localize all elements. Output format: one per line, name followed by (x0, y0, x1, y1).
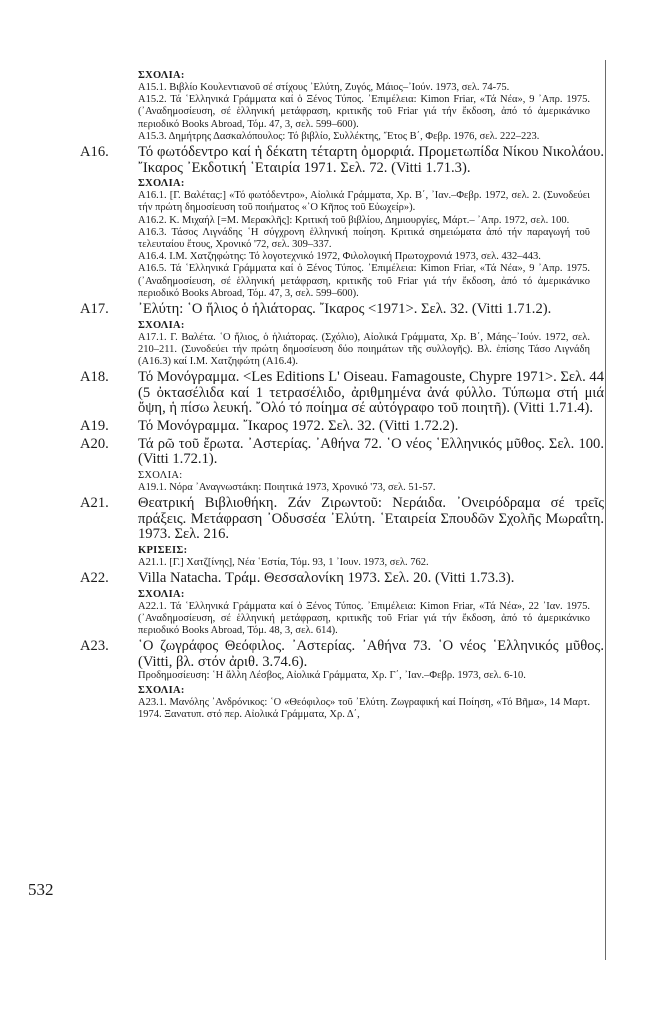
entry-text: Τό Μονόγραμμα. <Les Editions L' Oiseau. Famagouste, Chypre 1971>. Σελ. 44 (5 ὀκτασέλιδα καί 1 τετρασέλιδο, ἀριθμημένα ἀνά φύλλο. Τύπωμα στή μιά ὄψη, ἡ πίσω λευκή. ῎Ολό τό ποίημα σέ αὐτόγραφο τοῦ ποιητῆ). (Vitti 1.71.4). (138, 369, 604, 417)
entry-number: Α22. (80, 569, 109, 586)
entry-text: Θεατρική Βιβλιοθήκη. Ζάν Ζιρωντοῦ: Νεράιδα. ᾿Ονειρόδραμα σέ τρεῖς πράξεις. Μετάφραση ᾿Οδυσσέα ᾿Ελύτη. ῾Εταιρεία Σπουδῶν Σχολῆς Μωραΐτη. 1973. Σελ. 216. (138, 495, 604, 543)
prepublication-note: Προδημοσίευση: ῾Η ἄλλη Λέσβος, Αἰολικά Γράμματα, Χρ. Γ΄, ᾿Ιαν.–Φεβρ. 1973, σελ. 6-10. (138, 670, 526, 682)
notes-heading: ΣΧΟΛΙΑ: (138, 178, 185, 190)
entry-number: Α23. (80, 638, 109, 655)
notes-heading: ΚΡΙΣΕΙΣ: (138, 544, 188, 556)
bibliography-entry (80, 435, 604, 468)
note-item: Α15.1. Βιβλίο Κουλεντιανοῦ σέ στίχους ᾿Ελύτη, Ζυγός, Μάιος–᾿Ιούν. 1973, σελ. 74-75. (138, 82, 510, 93)
bibliography-entry (80, 495, 604, 543)
bibliography-entry (80, 418, 604, 435)
note-item: Α16.4. Ι.Μ. Χατζηφώτης: Τό λογοτεχνικό 1972, Φιλολογική Πρωτοχρονιά 1973, σελ. 432–443. (138, 251, 541, 263)
bibliography-entry (80, 569, 604, 587)
entry-number: Α20. (80, 435, 109, 452)
bibliography-entry (80, 369, 604, 417)
entry-number: Α21. (80, 495, 109, 511)
notes-heading: ΣΧΟΛΙΑ: (138, 684, 185, 696)
note-item: Α16.2. Κ. Μιχαήλ [=Μ. Μερακλῆς]: Κριτική τοῦ βιβλίου, Δημιουργίες, Μάρτ.– ᾿Απρ. 1972, σελ. 100. (138, 214, 570, 226)
note-item: Α16.3. Τάσος Λιγνάδης ῾Η σύγχρονη ἑλληνική ποίηση. Κριτικά σημειώματα ἀπό τήν παραγωγή τοῦ τελευταίου ἔτους, Χρονικό '72, σελ. 309–337. (138, 226, 590, 251)
bibliography-entry (80, 638, 604, 670)
entry-number: Α19. (80, 418, 109, 435)
entry-number: Α17. (80, 301, 109, 318)
note-item: Α16.5. Τά ῾Ελληνικά Γράμματα καί ὁ Ξένος Τύπος. ᾿Επιμέλεια: Kimon Friar, «Τά Νέα», 9 ᾿Απρ. 1975. (᾿Αναδημοσίευση, σέ ἑλληνική μετάφραση, κριτικῆς τοῦ Friar γιά τήν ἔκδοση, ἀπό τό ἀμερικάνικο περιοδικό Books Abroad, Τόμ. 47, 3, σελ. 599–600). (138, 263, 590, 299)
entry-text: Τά ρῶ τοῦ ἔρωτα. ᾿Αστερίας. ᾿Αθήνα 72. ῾Ο νέος ῾Ελληνικός μῦθος. Σελ. 100. (Vitti 1.72.1). (138, 435, 604, 468)
notes-heading: ΣΧΟΛΙΑ: (138, 70, 185, 81)
note-item: Α23.1. Μανόλης ᾿Ανδρόνικος: ῾Ο «Θεόφιλος» τοῦ ᾿Ελύτη. Ζωγραφική καί Ποίηση, «Τό Βῆμα», 14 Μαρτ. 1974. Ξανατυπ. στό περ. Αἰολικά Γράμματα, Χρ. Δ΄, (138, 696, 590, 720)
notes-heading: ΣΧΟΛΙΑ: (138, 588, 185, 600)
entry-text: Τό Μονόγραμμα. ῎Ικαρος 1972. Σελ. 32. (Vitti 1.72.2). (138, 418, 459, 435)
entry-text: ᾿Ελύτη: ῾Ο ἥλιος ὁ ἡλιάτορας. ῎Ικαρος <1971>. Σελ. 32. (Vitti 1.71.2). (138, 301, 552, 318)
note-item: Α16.1. [Γ. Βαλέτας:] «Τό φωτόδεντρο», Αἰολικά Γράμματα, Χρ. Β΄, ᾿Ιαν.–Φεβρ. 1972, σελ. 2. (Συνοδεύει τήν πρώτη δημοσίευση τοῦ ποιήματος «᾿Ο Κῆπος τοῦ Εὐωχείρ»). (138, 190, 590, 214)
entry-text: Τό φωτόδεντρο καί ἡ δέκατη τέταρτη ὀμορφιά. Προμετωπίδα Νίκου Νικολάου. ῎Ικαρος ᾿Εκδοτική ῾Εταιρία 1971. Σελ. 72. (Vitti 1.71.3). (138, 144, 604, 176)
note-item: Α17.1. Γ. Βαλέτα. ῾Ο ἥλιος, ὁ ἡλιάτορας. (Σχόλιο), Αἰολικά Γράμματα, Χρ. Β΄, Μάης–᾿Ιούν. 1972, σελ. 210–211. (Συνοδεύει τήν πρώτη δημοσίευση δύο ποιημάτων τῆς συλλογῆς). Βλ. ἐπίσης Τάσο Λιγνάδη (Α16.3) καί Ι.Μ. Χατζηφώτη (Α16.4). (138, 331, 590, 368)
entry-number: Α18. (80, 369, 109, 386)
notes-heading: ΣΧΟΛΙΑ: (138, 469, 183, 481)
notes-heading: ΣΧΟΛΙΑ: (138, 319, 185, 331)
entry-text: ῾Ο ζωγράφος Θεόφιλος. ᾿Αστερίας. ᾿Αθήνα 73. ῾Ο νέος ῾Ελληνικός μῦθος. (Vitti, βλ. στόν ἀριθ. 3.74.6). (138, 638, 604, 670)
entry-text: Villa Natacha. Τράμ. Θεσσαλονίκη 1973. Σελ. 20. (Vitti 1.73.3). (138, 569, 515, 586)
page-content (0, 68, 661, 721)
note-item: Α22.1. Τά ῾Ελληνικά Γράμματα καί ὁ Ξένος Τύπος. ᾿Επιμέλεια: Kimon Friar, «Τά Νέα», 22 ᾿Ιαν. 1975. (᾿Αναδημοσίευση, σέ ἑλληνική μετάφραση, κριτικῆς τοῦ Friar γιά τήν ἔκδοση, ἀπό τό ἀμερικάνικο περιοδικό Books Abroad, Τόμ. 48, 3, σελ. 614). (138, 600, 590, 636)
bibliography-entry (80, 144, 604, 176)
note-item: Α15.3. Δημήτρης Δασκαλόπουλος: Τό βιβλίο, Συλλέκτης, ῎Ετος Β΄, Φεβρ. 1976, σελ. 222–223. (138, 130, 540, 142)
note-item: Α21.1. [Γ.] Χατζ[ίνης], Νέα ῾Εστία, Τόμ. 93, 1 ᾿Ιουν. 1973, σελ. 762. (138, 556, 429, 568)
note-item: Α19.1. Νόρα ᾿Αναγνωστάκη: Ποιητικά 1973, Χρονικό '73, σελ. 51-57. (138, 481, 436, 493)
page-number: 532 (28, 880, 54, 899)
bibliography-entry (80, 301, 604, 318)
note-item: Α15.2. Τά ῾Ελληνικά Γράμματα καί ὁ Ξένος Τύπος. ᾿Επιμέλεια: Kimon Friar, «Τά Νέα», 9 ᾿Απρ. 1975. (᾿Αναδημοσίευση, σέ ἑλληνική μετάφραση, κριτικῆς τοῦ Friar γιά τήν ἔκδοση, ἀπό τό ἀμερικάνικο περιοδικό Books Abroad, Τόμ. 47, 3, σελ. 599–600). (138, 94, 590, 130)
entry-number: Α16. (80, 144, 109, 161)
